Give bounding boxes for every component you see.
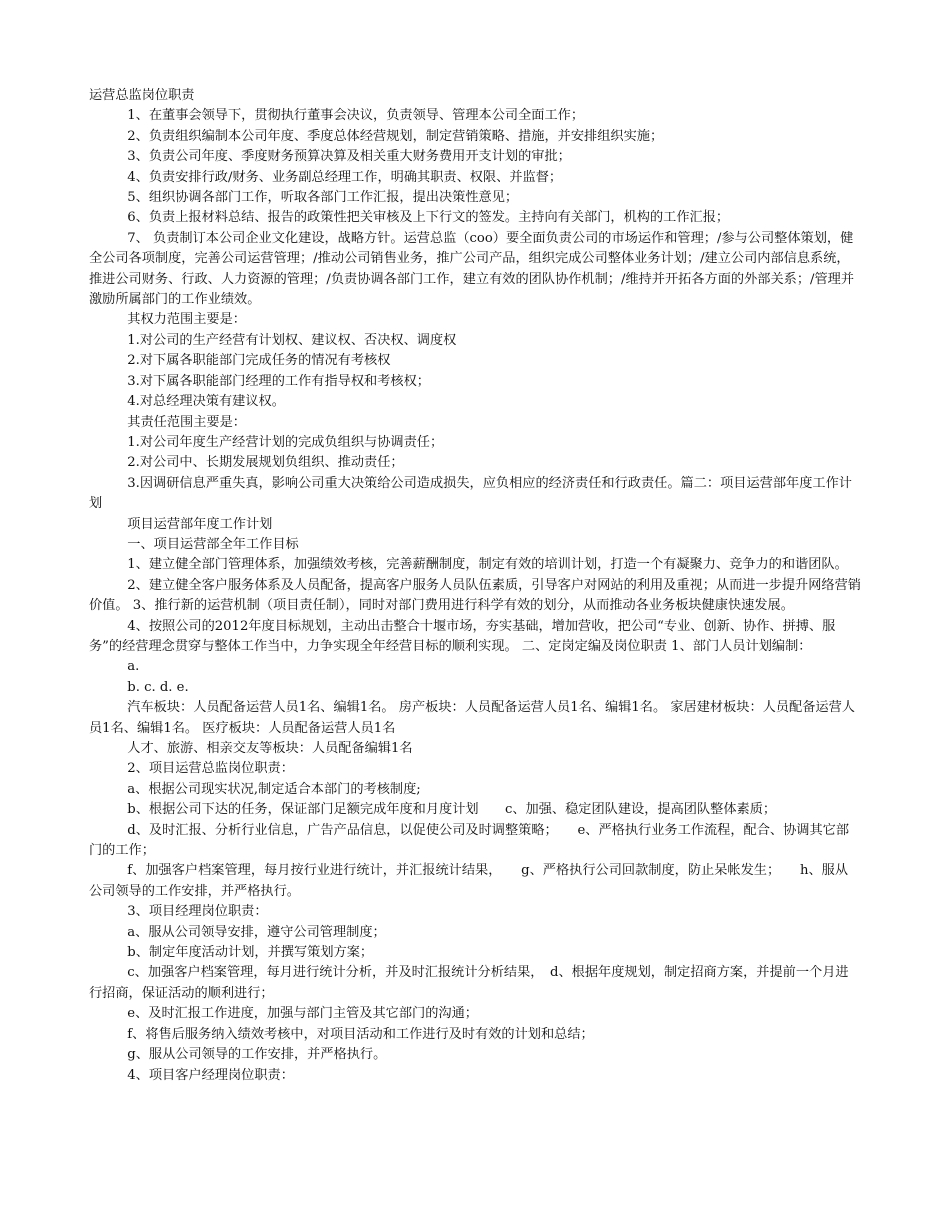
document-paragraph: 2.对公司中、长期发展规划负组织、推动责任；: [127, 455, 404, 471]
document-page: [89, 86, 861, 1086]
document-paragraph: 1、在董事会领导下，贯彻执行董事会决议，负责领导、管理本公司全面工作；: [127, 108, 585, 124]
document-paragraph: 4.对总经理决策有建议权。: [127, 394, 285, 410]
document-paragraph: 4、项目客户经理岗位职责：: [127, 1067, 294, 1083]
document-paragraph: 5、组织协调各部门工作，听取各部门工作汇报，提出决策性意见；: [127, 190, 519, 206]
document-paragraph: a、服从公司领导安排，遵守公司管理制度；: [127, 924, 386, 940]
document-paragraph: 其权力范围主要是：: [127, 312, 246, 328]
document-paragraph: 3、负责公司年度、季度财务预算决算及相关重大财务费用开支计划的审批；: [127, 149, 571, 165]
document-paragraph: 2、负责组织编制本公司年度、季度总体经营规划，制定营销策略、措施，并安排组织实施；: [127, 128, 664, 144]
document-paragraph: 7、 负责制订本公司企业文化建设，战略方针。运营总监（coo）要全面负责公司的市场运作和管理；/参与公司整体策划，健全公司各项制度，完善公司运营管理；/推动公司销售业务，推广公司产品，组织完成公司整体业务计划；/建立公司内部信息系统，推进公司财务、行政、人力资源的管理；/负责协调各部门工作，建立有效的团队协作机制；/维持并开拓各方面的外部关系；/管理并激励所属部门的工作业绩效。: [89, 230, 855, 308]
document-paragraph: 6、负责上报材料总结、报告的政策性把关审核及上下行文的签发。主持向有关部门，机构的工作汇报；: [127, 210, 730, 226]
document-paragraph: a.: [127, 659, 140, 675]
document-paragraph: b、制定年度活动计划，并撰写策划方案；: [127, 945, 374, 961]
document-paragraph: f、加强客户档案管理，每月按行业进行统计，并汇报统计结果， g、严格执行公司回款制度，防止呆帐发生； h、服从公司领导的工作安排，并严格执行。: [89, 863, 849, 899]
document-paragraph: 2、建立健全客户服务体系及人员配备，提高客户服务人员队伍素质，引导客户对网站的利用及重视；从而进一步提升网络营销价值。 3、推行新的运营机制（项目责任制），同时对部门费用进行科学有效的划分，从而推动各业务板块健康快速发展。: [89, 577, 861, 614]
document-paragraph: b、根据公司下达的任务，保证部门足额完成年度和月度计划 c、加强、稳定团队建设，提高团队整体素质；: [127, 802, 777, 818]
document-paragraph: c、加强客户档案管理，每月进行统计分析，并及时汇报统计分析结果， d、根据年度规划，制定招商方案，并提前一个月进行招商，保证活动的顺利进行；: [89, 965, 849, 1001]
document-paragraph: 4、负责安排行政/财务、业务副总经理工作，明确其职责、权限、并监督；: [127, 169, 563, 185]
document-paragraph: 2、项目运营总监岗位职责：: [127, 761, 294, 777]
document-paragraph: f、将售后服务纳入绩效考核中，对项目活动和工作进行及时有效的计划和总结；: [127, 1026, 594, 1042]
document-paragraph: 2.对下属各职能部门完成任务的情况有考核权: [127, 353, 391, 369]
document-paragraph: 3.因调研信息严重失真，影响公司重大决策给公司造成损失，应负相应的经济责任和行政责任。篇二：项目运营部年度工作计划: [89, 475, 852, 512]
document-paragraph: 1.对公司的生产经营有计划权、建议权、否决权、调度权: [127, 332, 457, 348]
document-paragraph: g、服从公司领导的工作安排，并严格执行。: [127, 1047, 387, 1063]
document-paragraph: 汽车板块：人员配备运营人员1名、编辑1名。 房产板块：人员配备运营人员1名、编辑1名。 家居建材板块：人员配备运营人员1名、编辑1名。 医疗板块：人员配备运营人员1名: [89, 700, 855, 736]
document-body: [89, 106, 861, 1086]
document-paragraph: 3、项目经理岗位职责：: [127, 904, 268, 920]
document-paragraph: 一、项目运营部全年工作目标: [127, 536, 299, 552]
document-paragraph: a、根据公司现实状况,制定适合本部门的考核制度;: [127, 781, 421, 797]
document-paragraph: 4、按照公司的2012年度目标规划，主动出击整合十堰市场，夯实基础，增加营收，把公司“专业、创新、协作、拼搏、服务”的经营理念贯穿与整体工作当中，力争实现全年经营目标的顺利实现。 二、定岗定编及岗位职责 1、部门人员计划编制：: [89, 618, 836, 654]
document-title: 运营总监岗位职责: [89, 88, 195, 103]
document-paragraph: 项目运营部年度工作计划: [127, 516, 273, 532]
document-paragraph: b. c. d. e.: [127, 679, 189, 695]
document-paragraph: 人才、旅游、相亲交友等板块：人员配备编辑1名: [127, 741, 413, 756]
document-paragraph: 1.对公司年度生产经营计划的完成负组织与协调责任；: [127, 434, 444, 450]
document-paragraph: e、及时汇报工作进度，加强与部门主管及其它部门的沟通；: [127, 1006, 478, 1022]
document-paragraph: 其责任范围主要是：: [127, 414, 246, 430]
document-paragraph: d、及时汇报、分析行业信息，广告产品信息，以促使公司及时调整策略； e、严格执行业务工作流程，配合、协调其它部门的工作；: [89, 822, 850, 859]
document-paragraph: 1、建立健全部门管理体系，加强绩效考核，完善薪酬制度，制定有效的培训计划，打造一个有凝聚力、竞争力的和谐团队。: [127, 557, 848, 573]
document-paragraph: 3.对下属各职能部门经理的工作有指导权和考核权；: [127, 373, 430, 389]
